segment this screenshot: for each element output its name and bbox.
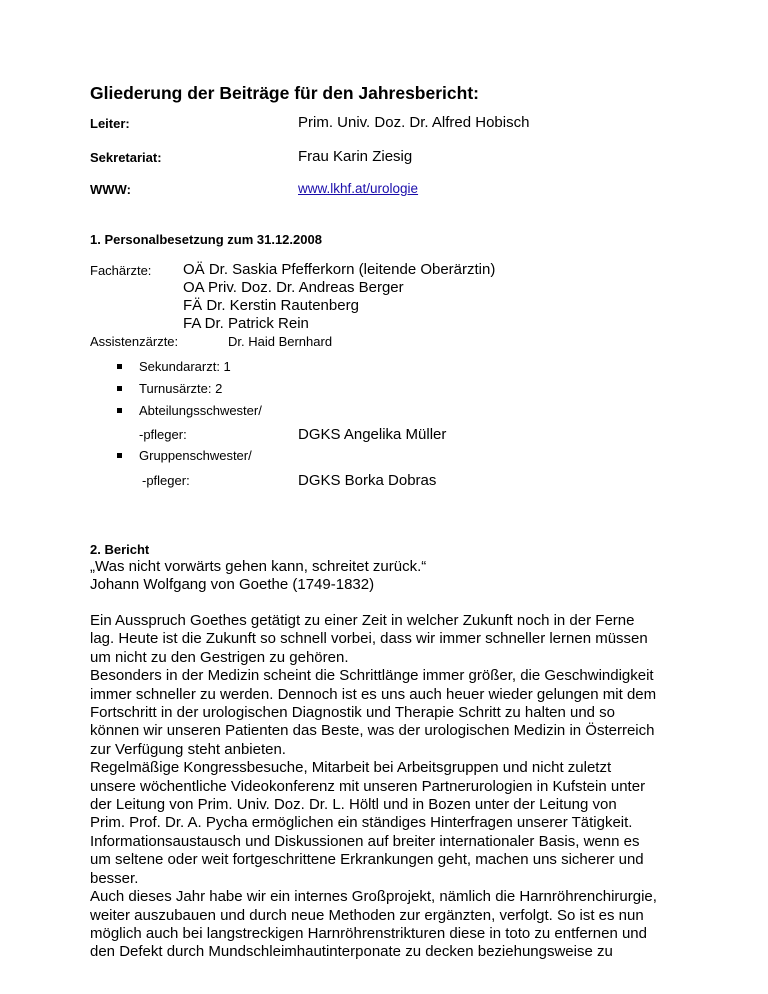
body-line: können wir unseren Patienten das Beste, was der urologischen Medizin in Österreich bbox=[90, 722, 655, 740]
body-line: unsere wöchentliche Videokonferenz mit unseren Partnerurologien in Kufstein unter bbox=[90, 777, 646, 795]
section1-heading: 1. Personalbesetzung zum 31.12.2008 bbox=[90, 232, 322, 247]
sekretariat-label: Sekretariat: bbox=[90, 150, 162, 165]
body-line: weiter auszubauen und durch neue Methoden zur ergänzten, verfolgt. So ist es nun bbox=[90, 906, 644, 924]
body-line: den Defekt durch Mundschleimhautinterponate zu decken beziehungsweise zu bbox=[90, 943, 613, 961]
body-line: Regelmäßige Kongressbesuche, Mitarbeit bei Arbeitsgruppen und nicht zuletzt bbox=[90, 759, 612, 777]
fachaerzte-item: OÄ Dr. Saskia Pfefferkorn (leitende Oberärztin) bbox=[183, 261, 496, 278]
sekretariat-value: Frau Karin Ziesig bbox=[298, 148, 413, 165]
turnus-item: Turnusärzte: 2 bbox=[139, 381, 223, 396]
body-line: Prim. Prof. Dr. A. Pycha ermöglichen ein ständiges Hinterfragen unserer Tätigkeit. bbox=[90, 814, 633, 832]
body-line: um nicht zu den Gestrigen zu gehören. bbox=[90, 648, 349, 666]
body-line: lag. Heute ist die Zukunft so schnell vorbei, dass wir immer schneller lernen müssen bbox=[90, 630, 648, 648]
body-line: zur Verfügung steht anbieten. bbox=[90, 740, 286, 758]
body-line: Besonders in der Medizin scheint die Schrittlänge immer größer, die Geschwindigkeit bbox=[90, 667, 654, 685]
www-label: WWW: bbox=[90, 182, 131, 197]
leiter-value: Prim. Univ. Doz. Dr. Alfred Hobisch bbox=[298, 114, 530, 131]
bullet-square-icon bbox=[117, 453, 122, 458]
body-line: Auch dieses Jahr habe wir ein internes Großprojekt, nämlich die Harnröhrenchirurgie, bbox=[90, 888, 657, 906]
body-line: um seltene oder weit fortgeschrittene Erkrankungen geht, machen uns sicherer und bbox=[90, 851, 644, 869]
quote-author: Johann Wolfgang von Goethe (1749-1832) bbox=[90, 576, 375, 594]
body-line: möglich auch bei langstreckigen Harnröhrenstrikturen diese in toto zu entfernen und bbox=[90, 924, 647, 942]
www-link[interactable]: www.lkhf.at/urologie bbox=[298, 181, 419, 196]
section2-heading: 2. Bericht bbox=[90, 542, 150, 557]
bullet-square-icon bbox=[117, 408, 122, 413]
fachaerzte-item: OA Priv. Doz. Dr. Andreas Berger bbox=[183, 279, 404, 296]
body-line: immer schneller zu werden. Dennoch ist es uns auch heuer wieder gelungen mit dem bbox=[90, 685, 657, 703]
gruppen-label-line2: -pfleger: bbox=[142, 473, 190, 488]
assistenz-label: Assistenzärzte: bbox=[90, 334, 179, 349]
report-body bbox=[90, 612, 700, 962]
assistenz-value: Dr. Haid Bernhard bbox=[228, 334, 333, 349]
abteilung-label-line2: -pfleger: bbox=[139, 427, 187, 442]
body-line: Fortschritt in der urologischen Diagnostik und Therapie Schritt zu halten und so bbox=[90, 704, 616, 722]
bullet-square-icon bbox=[117, 386, 122, 391]
gruppen-value: DGKS Borka Dobras bbox=[298, 472, 437, 489]
fachaerzte-list bbox=[183, 261, 495, 333]
fachaerzte-item: FÄ Dr. Kerstin Rautenberg bbox=[183, 297, 359, 314]
leiter-label: Leiter: bbox=[90, 116, 130, 131]
document-title: Gliederung der Beiträge für den Jahresbericht: bbox=[90, 83, 479, 103]
sekundar-item: Sekundararzt: 1 bbox=[139, 359, 231, 374]
fachaerzte-label: Fachärzte: bbox=[90, 263, 152, 278]
bullet-square-icon bbox=[117, 364, 122, 369]
goethe-quote bbox=[90, 558, 426, 595]
abteilung-label-line1: Abteilungsschwester/ bbox=[139, 403, 262, 418]
body-line: der Leitung von Prim. Univ. Doz. Dr. L. Höltl und in Bozen unter der Leitung von bbox=[90, 796, 617, 814]
body-line: Informationsaustausch und Diskussionen auf breiter internationaler Basis, wenn es bbox=[90, 832, 640, 850]
body-line: Ein Ausspruch Goethes getätigt zu einer Zeit in welcher Zukunft noch in der Ferne bbox=[90, 612, 635, 629]
quote-text: „Was nicht vorwärts gehen kann, schreitet zurück.“ bbox=[90, 558, 427, 575]
fachaerzte-item: FA Dr. Patrick Rein bbox=[183, 315, 309, 332]
gruppen-label-line1: Gruppenschwester/ bbox=[139, 448, 252, 463]
abteilung-value: DGKS Angelika Müller bbox=[298, 426, 447, 443]
body-line: besser. bbox=[90, 869, 139, 887]
